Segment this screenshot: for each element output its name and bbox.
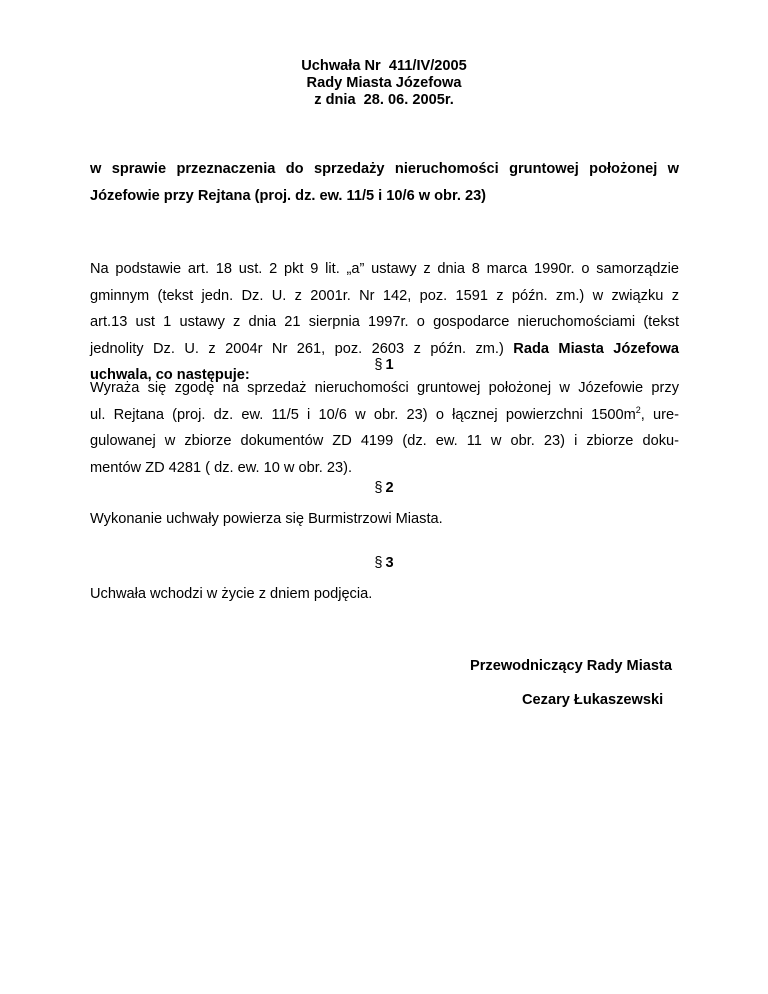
paragraph-text: ul. Rejtana (proj. dz. ew. 11/5 i 10/6 w obr. 23) o łącznej powierzchni 1500m <box>90 406 636 423</box>
section-number: 3 <box>385 555 394 571</box>
section-sign: § <box>374 555 383 571</box>
section-heading-3 <box>0 555 768 571</box>
paragraph-line <box>90 402 679 429</box>
section-heading-2 <box>0 480 768 496</box>
section-2-paragraph <box>90 506 679 533</box>
subject-line: Józefowie przy Rejtana (proj. dz. ew. 11/5 i 10/6 w obr. 23) <box>90 188 487 204</box>
signatory-role: Przewodniczący Rady Miasta <box>470 658 672 674</box>
paragraph-line: art.13 ust 1 ustawy z dnia 21 sierpnia 1997r. o gospodarce nieruchomościami (tekst <box>90 314 679 330</box>
section-number: 2 <box>385 480 394 496</box>
signatory-name: Cezary Łukaszewski <box>522 692 664 708</box>
resolution-number: Uchwała Nr 411/IV/2005 <box>301 58 467 74</box>
paragraph-line: Uchwała wchodzi w życie z dniem podjęcia. <box>90 586 373 602</box>
council-bold-text: Rada Miasta Józefowa <box>513 340 679 357</box>
paragraph-line: gminnym (tekst jedn. Dz. U. z 2001r. Nr 142, poz. 1591 z późn. zm.) w związku z <box>90 287 679 304</box>
resolution-date: z dnia 28. 06. 2005r. <box>314 92 454 108</box>
section-heading-1 <box>0 357 768 373</box>
section-number: 1 <box>385 357 394 373</box>
paragraph-line: gulowanej w zbiorze dokumentów ZD 4199 (dz. ew. 11 w obr. 23) i zbiorze doku- <box>90 433 679 449</box>
resolution-header <box>0 58 768 109</box>
section-3-paragraph <box>90 581 679 608</box>
resolution-subject <box>90 156 679 210</box>
council-name: Rady Miasta Józefowa <box>306 75 462 91</box>
paragraph-line: uchwala, co następuje: <box>90 367 250 383</box>
paragraph-text: jednolity Dz. U. z 2004r Nr 261, poz. 2603 z późn. zm.) <box>90 340 514 357</box>
subject-line: w sprawie przeznaczenia do sprzedaży nieruchomości gruntowej położonej w <box>90 161 679 177</box>
superscript: 2 <box>635 404 641 415</box>
paragraph-text: , ure- <box>640 406 680 423</box>
section-sign: § <box>374 357 383 373</box>
paragraph-line: Wykonanie uchwały powierza się Burmistrzowi Miasta. <box>90 511 443 527</box>
paragraph-line: Na podstawie art. 18 ust. 2 pkt 9 lit. „a” ustawy z dnia 8 marca 1990r. o samorządzie <box>90 261 679 277</box>
paragraph-line: mentów ZD 4281 ( dz. ew. 10 w obr. 23). <box>90 459 353 476</box>
section-1-paragraph <box>90 375 679 481</box>
paragraph-line: Wyraża się zgodę na sprzedaż nieruchomości gruntowej położonej w Józefowie przy <box>90 380 679 396</box>
section-sign: § <box>374 480 383 496</box>
